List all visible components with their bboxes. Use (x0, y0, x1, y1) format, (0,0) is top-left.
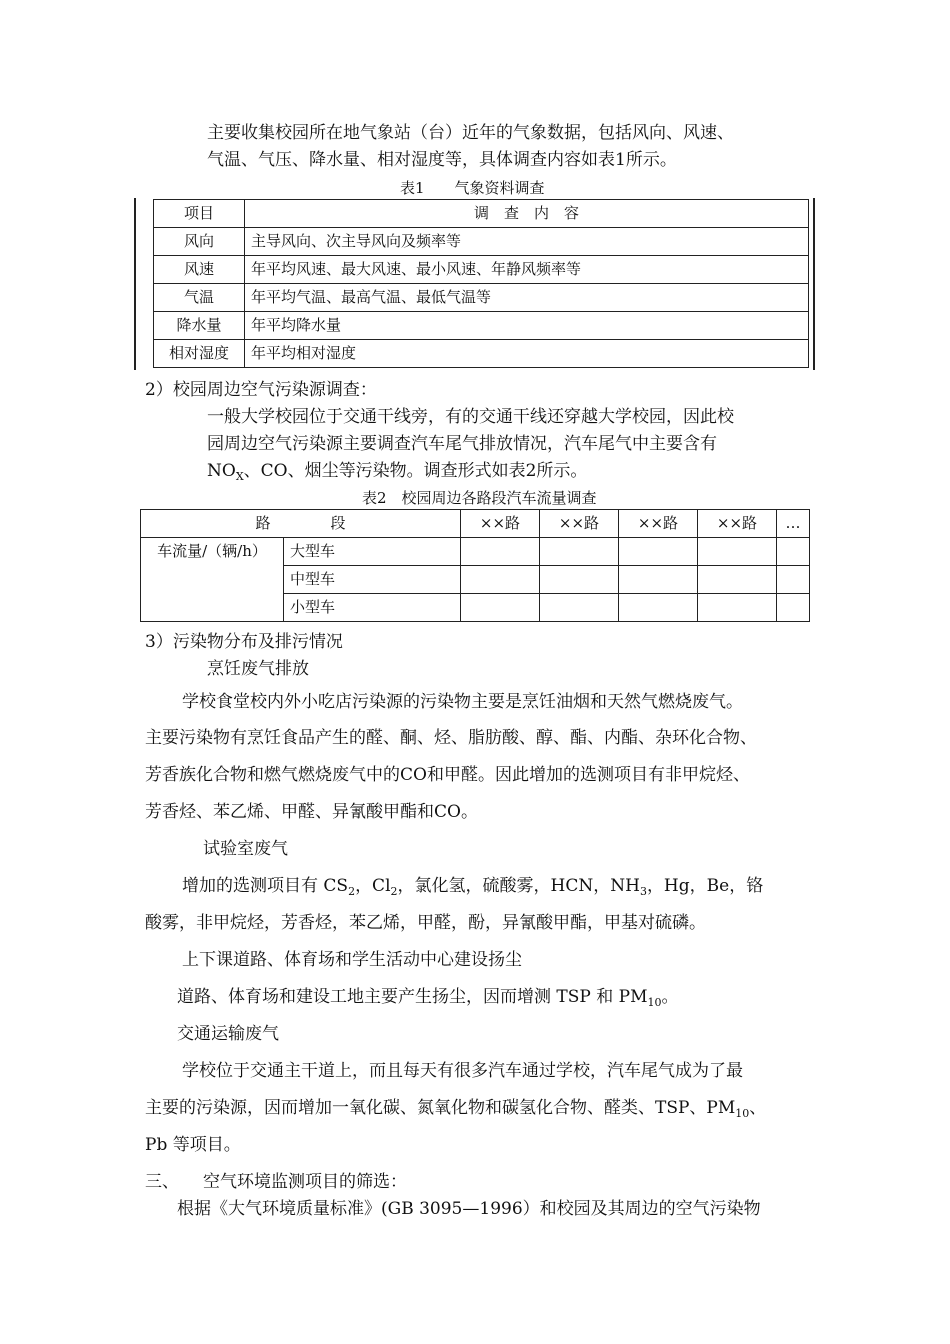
table2-cell (540, 594, 619, 622)
table1-content: 年平均相对湿度 (245, 340, 809, 368)
dust-text-a: 道路、体育场和建设工地主要产生扬尘，因而增测 TSP 和 PM (177, 987, 648, 1007)
table-row (141, 538, 810, 566)
table2-cell (698, 566, 777, 594)
table2 (140, 509, 810, 622)
section-three-line-1: 根据《大气环境质量标准》(GB 3095—1996）和校园及其周边的空气污染物 (177, 1199, 761, 1219)
traffic-line-1: 学校位于交通主干道上，而且每天有很多汽车通过学校，汽车尾气成为了最 (182, 1061, 743, 1081)
table2-cell (777, 538, 810, 566)
table2-vehicle-type: 大型车 (284, 538, 461, 566)
traffic-line-3: Pb 等项目。 (145, 1135, 241, 1155)
table1-item: 相对湿度 (154, 340, 245, 368)
table1-item: 风向 (154, 228, 245, 256)
lab-text-e: ，氯化氢，硫酸雾，HCN，NH (397, 876, 640, 896)
nox-formula: NO (207, 461, 236, 481)
section2-line-3 (207, 456, 587, 481)
lab-text-g: ，Hg，Be，铬 (646, 876, 764, 896)
table2-cell (461, 566, 540, 594)
table-row (154, 312, 809, 340)
table1-item: 风速 (154, 256, 245, 284)
table1-right-rule (813, 198, 815, 370)
lab-sub-cs2: 2 (348, 885, 356, 898)
table1-item: 降水量 (154, 312, 245, 340)
table1-content: 年平均气温、最高气温、最低气温等 (245, 284, 809, 312)
cooking-line-3: 芳香族化合物和燃气燃烧废气中的CO和甲醛。因此增加的选测项目有非甲烷烃、 (145, 765, 750, 785)
traffic-text-c: 、 (749, 1098, 767, 1118)
table2-road-more: … (777, 510, 810, 538)
lab-title: 试验室废气 (203, 839, 288, 859)
section2-line-2: 园周边空气污染源主要调查汽车尾气排放情况，汽车尾气中主要含有 (207, 434, 717, 454)
table2-cell (698, 538, 777, 566)
table2-caption: 表2 校园周边各路段汽车流量调查 (362, 489, 597, 507)
table1-header-row (154, 200, 809, 228)
intro-line-2: 气温、气压、降水量、相对湿度等，具体调查内容如表1所示。 (207, 150, 677, 170)
lab-sub-nh3: 3 (639, 885, 647, 898)
cooking-title: 烹饪废气排放 (207, 659, 309, 679)
table2-cell (619, 566, 698, 594)
table1-caption: 表1 气象资料调查 (400, 179, 545, 197)
table2-header-row (141, 510, 810, 538)
table2-cell (461, 594, 540, 622)
intro-line-1: 主要收集校园所在地气象站（台）近年的气象数据，包括风向、风速、 (207, 123, 734, 143)
table1-header-content: 调 查 内 容 (245, 200, 809, 228)
table2-flow-label: 车流量/（辆/h） (141, 538, 284, 622)
lab-text-a: 增加的选测项目有 CS (182, 876, 349, 896)
dust-text-c: 。 (661, 987, 679, 1007)
section3-heading: 3）污染物分布及排污情况 (145, 632, 343, 652)
table1-content: 年平均风速、最大风速、最小风速、年静风频率等 (245, 256, 809, 284)
table2-cell (540, 566, 619, 594)
traffic-text-a: 主要的污染源，因而增加一氧化碳、氮氧化物和碳氢化合物、醛类、TSP、PM (145, 1098, 736, 1118)
table2-road: ××路 (619, 510, 698, 538)
table2-cell (461, 538, 540, 566)
dust-line (177, 982, 678, 1007)
section2-line-3-text: 、CO、烟尘等污染物。调查形式如表2所示。 (243, 461, 588, 481)
lab-sub-cl2: 2 (390, 885, 398, 898)
section-three-number: 三、 (145, 1172, 179, 1192)
section2-line-1: 一般大学校园位于交通干线旁，有的交通干线还穿越大学校园，因此校 (207, 407, 734, 427)
table2-vehicle-type: 小型车 (284, 594, 461, 622)
table2-cell (619, 594, 698, 622)
traffic-title: 交通运输废气 (177, 1024, 279, 1044)
table2-road: ××路 (540, 510, 619, 538)
traffic-sub-pm10: 10 (735, 1107, 750, 1120)
cooking-line-4: 芳香烃、苯乙烯、甲醛、异氰酸甲酯和CO。 (145, 802, 478, 822)
table2-road: ××路 (698, 510, 777, 538)
table1-content: 年平均降水量 (245, 312, 809, 340)
lab-text-c: ，Cl (355, 876, 391, 896)
nox-subscript: X (235, 470, 244, 483)
table2-road-label: 路 段 (141, 510, 461, 538)
section2-heading: 2）校园周边空气污染源调查： (145, 380, 377, 400)
table1 (153, 199, 809, 368)
cooking-line-1: 学校食堂校内外小吃店污染源的污染物主要是烹饪油烟和天然气燃烧废气。 (182, 692, 743, 712)
table2-cell (777, 594, 810, 622)
table1-content: 主导风向、次主导风向及频率等 (245, 228, 809, 256)
table2-cell (540, 538, 619, 566)
cooking-line-2: 主要污染物有烹饪食品产生的醛、酮、烃、脂肪酸、醇、酯、内酯、杂环化合物、 (145, 728, 757, 748)
table2-vehicle-type: 中型车 (284, 566, 461, 594)
table1-header-item: 项目 (154, 200, 245, 228)
dust-title: 上下课道路、体育场和学生活动中心建设扬尘 (182, 950, 522, 970)
table2-cell (698, 594, 777, 622)
table2-cell (777, 566, 810, 594)
traffic-line-2 (145, 1093, 766, 1118)
table1-item: 气温 (154, 284, 245, 312)
table-row (154, 256, 809, 284)
lab-line-1 (182, 871, 763, 896)
table1-left-rule (134, 198, 136, 370)
lab-line-2: 酸雾，非甲烷烃，芳香烃，苯乙烯，甲醛，酚，异氰酸甲酯，甲基对硫磷。 (145, 913, 706, 933)
section-three-title: 空气环境监测项目的筛选： (203, 1172, 407, 1192)
table2-cell (619, 538, 698, 566)
table2-road: ××路 (461, 510, 540, 538)
table-row (154, 284, 809, 312)
table-row (154, 228, 809, 256)
table-row (154, 340, 809, 368)
dust-sub-pm10: 10 (647, 996, 662, 1009)
